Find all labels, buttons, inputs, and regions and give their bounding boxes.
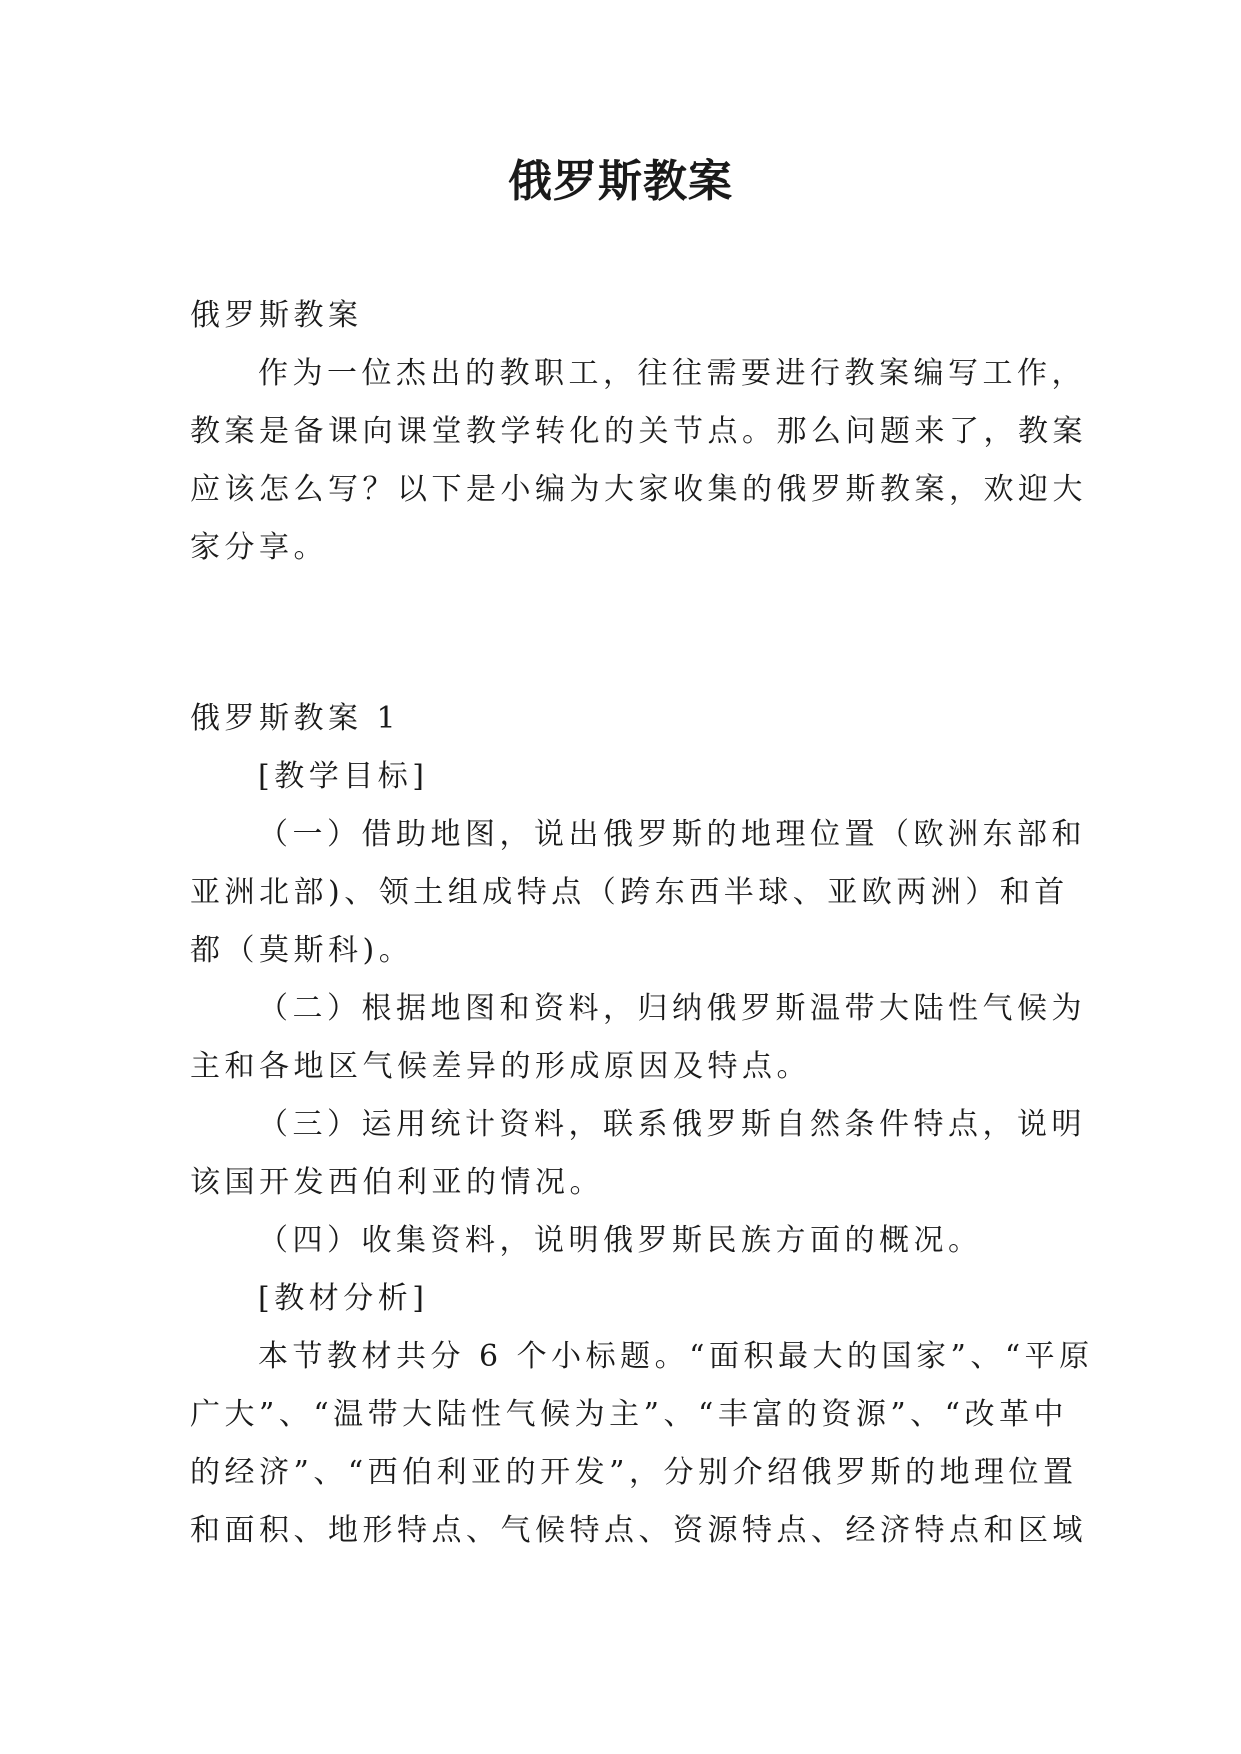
goal1-line: 都（莫斯科)。 [190,933,414,968]
analysis-line: 广大”、“温带大陆性气候为主”、“丰富的资源”、“改革中 [190,1397,1069,1432]
analysis-line: 本节教材共分 6 个小标题。“面积最大的国家”、“平原 [258,1339,1094,1374]
goal1-line: （一）借助地图，说出俄罗斯的地理位置（欧洲东部和 [258,817,1086,852]
intro-heading-block [190,287,1054,345]
document-title: 俄罗斯教案 [508,156,733,207]
intro-line: 教案是备课向课堂教学转化的关节点。那么问题来了，教案 [190,414,1087,449]
goal4-line: （四）收集资料，说明俄罗斯民族方面的概况。 [258,1223,983,1258]
goal1-line: 亚洲北部)、领土组成特点（跨东西半球、亚欧两洲）和首 [190,875,1069,910]
material-analysis-label: [教材分析] [258,1281,429,1316]
intro-paragraph [190,345,1087,577]
intro-line: 家分享。 [190,530,328,565]
teaching-goals-label: [教学目标] [258,759,429,794]
goal2-line: （二）根据地图和资料，归纳俄罗斯温带大陆性气候为 [258,991,1086,1026]
intro-line: 作为一位杰出的教职工，往往需要进行教案编写工作， [258,356,1086,391]
section1-content [190,690,1094,1560]
intro-line: 应该怎么写？以下是小编为大家收集的俄罗斯教案，欢迎大 [190,472,1087,507]
analysis-line: 的经济”、“西伯利亚的开发”，分别介绍俄罗斯的地理位置 [190,1455,1078,1490]
intro-heading: 俄罗斯教案 [190,298,363,333]
section1-heading: 俄罗斯教案 1 [190,701,401,736]
analysis-line: 和面积、地形特点、气候特点、资源特点、经济特点和区域 [190,1513,1087,1548]
goal3-line: 该国开发西伯利亚的情况。 [190,1165,604,1200]
goal2-line: 主和各地区气候差异的形成原因及特点。 [190,1049,811,1084]
goal3-line: （三）运用统计资料，联系俄罗斯自然条件特点，说明 [258,1107,1086,1142]
